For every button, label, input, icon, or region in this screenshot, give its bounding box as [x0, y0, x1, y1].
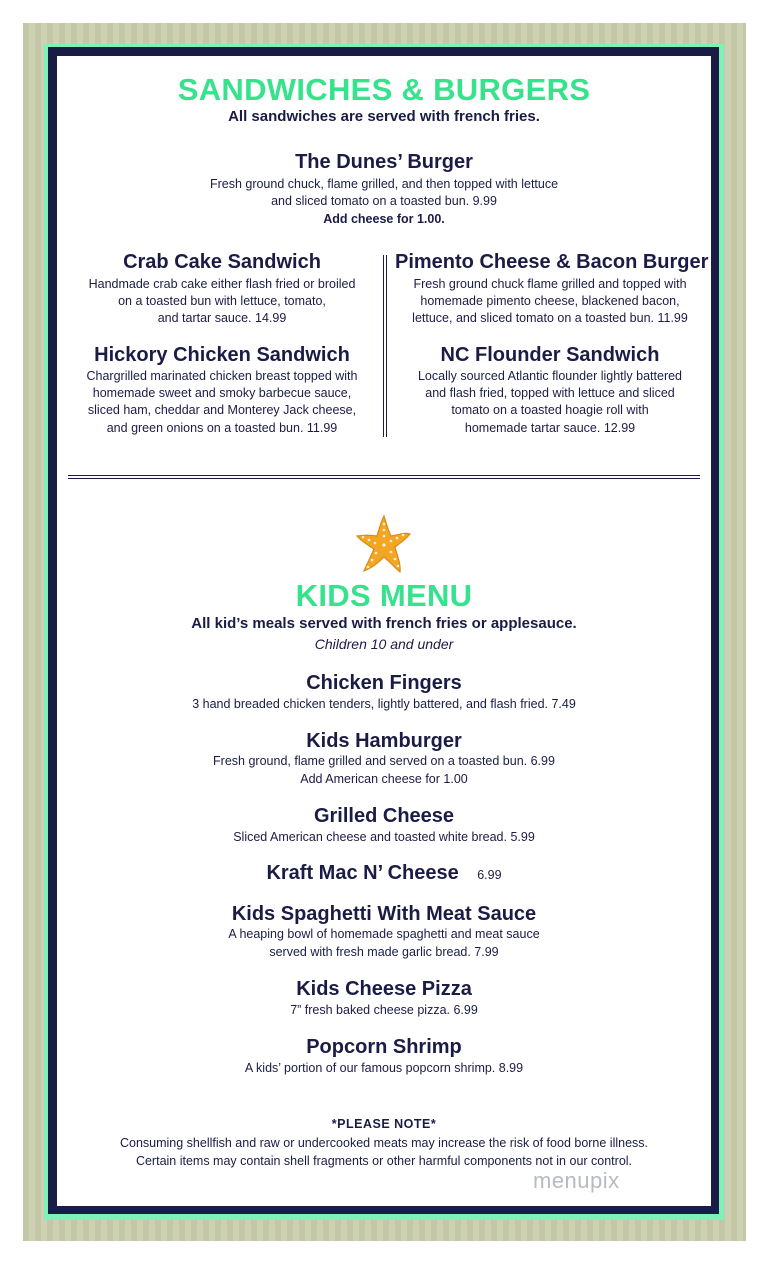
kids-heading: KIDS MENU — [295, 578, 473, 613]
item-spaghetti-name: Kids Spaghetti With Meat Sauce — [231, 903, 537, 925]
item-chicken-fingers-desc: 3 hand breaded chicken tenders, lightly battered, and flash fried. 7.49 — [192, 697, 576, 711]
item-dunes-burger-addon: Add cheese for 1.00. — [323, 212, 445, 226]
kids-subheading: All kid’s meals served with french fries or applesauce. — [191, 615, 577, 632]
item-flounder-desc-2: and flash fried, topped with lettuce and sliced — [425, 386, 675, 400]
item-pimento-name: Pimento Cheese & Bacon Burger — [395, 251, 709, 273]
item-kids-hamburger-desc-2: Add American cheese for 1.00 — [300, 772, 468, 786]
item-crab-cake-name: Crab Cake Sandwich — [123, 251, 321, 273]
item-grilled-cheese-desc: Sliced American cheese and toasted white bread. 5.99 — [233, 830, 535, 844]
item-popcorn-shrimp-desc: A kids’ portion of our famous popcorn shrimp. 8.99 — [244, 1061, 524, 1075]
item-spaghetti-desc-2: served with fresh made garlic bread. 7.99 — [269, 945, 499, 959]
sandwiches-subheading: All sandwiches are served with french fries. — [228, 108, 540, 125]
item-kids-hamburger-desc-1: Fresh ground, flame grilled and served on a toasted bun. 6.99 — [213, 754, 555, 768]
kids-age-note: Children 10 and under — [314, 636, 454, 652]
item-flounder-desc-3: tomato on a toasted hoagie roll with — [451, 403, 649, 417]
item-hickory-desc-3: sliced ham, cheddar and Monterey Jack cheese, — [87, 403, 357, 417]
item-dunes-burger-desc-1: Fresh ground chuck, flame grilled, and then topped with lettuce — [209, 177, 559, 191]
starfish-icon — [353, 514, 413, 576]
item-mac-name: Kraft Mac N’ Cheese — [266, 862, 459, 884]
item-flounder-name: NC Flounder Sandwich — [440, 344, 660, 366]
item-pimento-desc-2: homemade pimento cheese, blackened bacon, — [420, 294, 680, 308]
item-flounder-desc-1: Locally sourced Atlantic flounder lightly battered — [417, 369, 683, 383]
note-line-2: Certain items may contain shell fragments or other harmful components not in our control. — [135, 1154, 633, 1168]
watermark: menupix — [533, 1168, 620, 1193]
item-crab-cake-desc-1: Handmade crab cake either flash fried or broiled — [88, 277, 356, 291]
item-pizza-name: Kids Cheese Pizza — [296, 978, 472, 1000]
item-pimento-desc-1: Fresh ground chuck flame grilled and topped with — [413, 277, 687, 291]
item-hickory-name: Hickory Chicken Sandwich — [94, 344, 350, 366]
note-line-1: Consuming shellfish and raw or undercooked meats may increase the risk of food borne illness. — [119, 1136, 649, 1150]
item-mac-price: 6.99 — [477, 868, 502, 882]
section-divider — [68, 475, 700, 479]
item-flounder-desc-4: homemade tartar sauce. 12.99 — [464, 421, 636, 435]
note-title: *PLEASE NOTE* — [331, 1117, 437, 1131]
item-dunes-burger-desc-2: and sliced tomato on a toasted bun. 9.99 — [271, 194, 497, 208]
item-hickory-desc-1: Chargrilled marinated chicken breast topped with — [86, 369, 358, 383]
item-pizza-desc: 7” fresh baked cheese pizza. 6.99 — [290, 1003, 478, 1017]
item-mac-row — [84, 862, 684, 885]
sandwiches-heading: SANDWICHES & BURGERS — [177, 72, 591, 107]
item-crab-cake-desc-2: on a toasted bun with lettuce, tomato, — [118, 294, 326, 308]
item-crab-cake-desc-3: and tartar sauce. 14.99 — [157, 311, 287, 325]
item-spaghetti-desc-1: A heaping bowl of homemade spaghetti and meat sauce — [228, 927, 540, 941]
column-divider — [383, 255, 387, 437]
item-chicken-fingers-name: Chicken Fingers — [306, 672, 462, 694]
item-popcorn-shrimp-name: Popcorn Shrimp — [306, 1036, 462, 1058]
item-hickory-desc-2: homemade sweet and smoky barbecue sauce, — [92, 386, 352, 400]
item-grilled-cheese-name: Grilled Cheese — [313, 805, 455, 827]
item-dunes-burger-name: The Dunes’ Burger — [295, 151, 473, 173]
item-hickory-desc-4: and green onions on a toasted bun. 11.99 — [106, 421, 338, 435]
item-pimento-desc-3: lettuce, and sliced tomato on a toasted bun. 11.99 — [412, 311, 688, 325]
item-kids-hamburger-name: Kids Hamburger — [306, 730, 462, 752]
